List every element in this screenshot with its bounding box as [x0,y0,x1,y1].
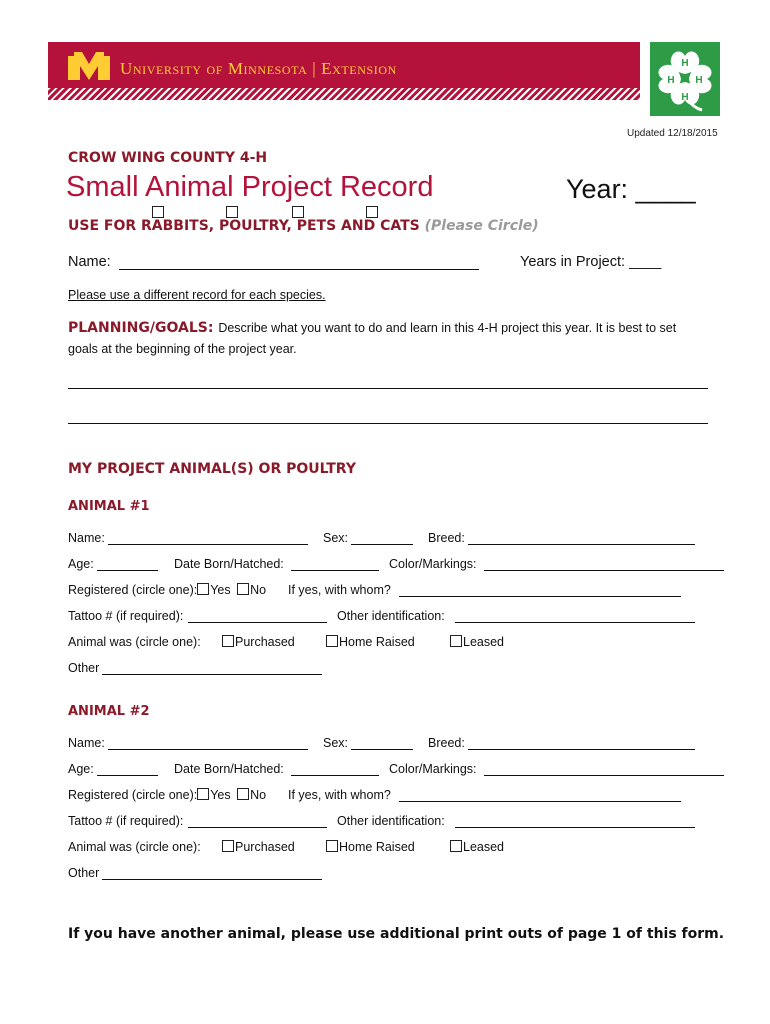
animal-1-other-id-line[interactable] [455,622,695,623]
clover-letter-left: H [667,75,675,86]
animal-1-age-line[interactable] [97,570,158,571]
clover-letter-right: H [695,75,703,86]
animal-1-home-raised-label: Home Raised [339,635,415,649]
poultry-checkbox[interactable] [226,206,238,218]
animal-2-sex-label: Sex: [323,736,349,750]
animal-1-age-label: Age: [68,557,94,571]
university-banner [48,42,640,100]
animal-2-other-id-line[interactable] [455,827,695,828]
animals-heading: MY PROJECT ANIMAL(S) OR POULTRY [68,461,356,477]
name-label: Name: [68,254,111,270]
animal-1-breed-label: Breed: [428,531,465,545]
animal-1-yes-checkbox[interactable] [197,583,209,595]
animal-1-with-whom-line[interactable] [399,596,681,597]
animal-1-yes-label: Yes [210,583,231,597]
animal-1-registered-label: Registered (circle one): [68,583,198,597]
animal-2-home-raised-checkbox[interactable] [326,840,338,852]
university-name: University of Minnesota | Extension [120,59,397,78]
animal-1-tattoo-line[interactable] [188,622,327,623]
animal-2-purchased-option[interactable] [222,840,295,854]
logo-letter: M [88,76,90,77]
animal-2-sex-line[interactable] [351,749,413,750]
animal-2-leased-checkbox[interactable] [450,840,462,852]
animal-1-name-line[interactable] [108,544,308,545]
cats-checkbox[interactable] [366,206,378,218]
clover-letter-top: H [681,58,689,69]
animal-1-no-label: No [250,583,267,597]
animal-1-breed-line[interactable] [468,544,695,545]
please-circle-note: (Please Circle) [424,218,539,234]
animal-2-tattoo-line[interactable] [188,827,327,828]
animal-2-home-raised-option[interactable] [326,840,415,854]
animal-2-color-label: Color/Markings: [389,762,477,776]
different-record-note: Please use a different record for each species. [68,288,326,302]
animal-2-leased-option[interactable] [450,840,504,854]
animal-2-other-line[interactable] [102,879,322,880]
animal-1-other-id-label: Other identification: [337,609,445,623]
animal-1-heading: ANIMAL #1 [68,499,150,514]
animal-2-date-born-label: Date Born/Hatched: [174,762,284,776]
animal-1-home-raised-option[interactable] [326,635,415,649]
goals-line-2[interactable] [68,423,708,424]
animal-2-name-line[interactable] [108,749,308,750]
animal-1-leased-option[interactable] [450,635,504,649]
animal-1-sex-label: Sex: [323,531,349,545]
animal-1-leased-label: Leased [463,635,505,649]
animal-2-age-line[interactable] [97,775,158,776]
animal-2-yes-label: Yes [210,788,231,802]
animal-1-tattoo-label: Tattoo # (if required): [68,609,184,623]
animal-1-color-line[interactable] [484,570,724,571]
animal-2-with-whom-line[interactable] [399,801,681,802]
clover-icon [650,42,720,116]
animal-1-color-label: Color/Markings: [389,557,477,571]
animal-2-registered-label: Registered (circle one): [68,788,198,802]
animal-2-purchased-label: Purchased [235,840,295,854]
goals-line-1[interactable] [68,388,708,389]
years-in-project-field[interactable]: Years in Project: ____ [520,254,662,270]
animal-1-date-born-line[interactable] [291,570,379,571]
animal-1-purchased-label: Purchased [235,635,295,649]
animal-2-animal-was-label: Animal was (circle one): [68,840,201,854]
animal-2-with-whom-label: If yes, with whom? [288,788,391,802]
animal-1-other-label: Other [68,661,100,675]
rabbits-checkbox[interactable] [152,206,164,218]
pets-checkbox[interactable] [292,206,304,218]
animal-2-age-label: Age: [68,762,94,776]
page-title: Small Animal Project Record [66,171,434,203]
banner-stripe [48,88,640,100]
animal-2-breed-label: Breed: [428,736,465,750]
footer-note: If you have another animal, please use additional print outs of page 1 of this form. [68,926,725,942]
animal-1-date-born-label: Date Born/Hatched: [174,557,284,571]
clover-letter-bottom: H [681,92,689,103]
planning-description-2: goals at the beginning of the project year. [68,342,297,356]
year-field[interactable]: Year: ____ [566,174,696,204]
animal-2-leased-label: Leased [463,840,505,854]
university-m-logo [68,52,110,80]
county-heading: CROW WING COUNTY 4-H [68,150,268,166]
updated-date: Updated 12/18/2015 [627,128,718,139]
animal-2-yes-checkbox[interactable] [197,788,209,800]
animal-2-name-label: Name: [68,736,105,750]
animal-1-leased-checkbox[interactable] [450,635,462,647]
planning-heading [68,320,676,336]
planning-description: Describe what you want to do and learn in this 4-H project this year. It is best to set [218,321,677,335]
animal-2-purchased-checkbox[interactable] [222,840,234,852]
animal-2-registered-row [68,788,266,802]
planning-heading-label: PLANNING/GOALS: [68,320,214,336]
animal-1-sex-line[interactable] [351,544,413,545]
animal-2-home-raised-label: Home Raised [339,840,415,854]
animal-2-other-label: Other [68,866,100,880]
use-for-text: USE FOR RABBITS, POULTRY, PETS AND CATS [68,218,420,234]
animal-2-no-checkbox[interactable] [237,788,249,800]
animal-2-tattoo-label: Tattoo # (if required): [68,814,184,828]
animal-1-animal-was-label: Animal was (circle one): [68,635,201,649]
animal-1-registered-row [68,583,266,597]
animal-2-no-label: No [250,788,267,802]
animal-1-home-raised-checkbox[interactable] [326,635,338,647]
animal-1-purchased-checkbox[interactable] [222,635,234,647]
name-line[interactable] [119,269,479,270]
animal-2-heading: ANIMAL #2 [68,704,150,719]
four-h-clover-logo [650,42,720,116]
animal-2-breed-line[interactable] [468,749,695,750]
animal-1-with-whom-label: If yes, with whom? [288,583,391,597]
animal-2-color-line[interactable] [484,775,724,776]
animal-2-date-born-line[interactable] [291,775,379,776]
animal-1-purchased-option[interactable] [222,635,295,649]
animal-1-name-label: Name: [68,531,105,545]
animal-2-other-id-label: Other identification: [337,814,445,828]
animal-1-other-line[interactable] [102,674,322,675]
use-for-line [68,218,539,234]
animal-1-no-checkbox[interactable] [237,583,249,595]
